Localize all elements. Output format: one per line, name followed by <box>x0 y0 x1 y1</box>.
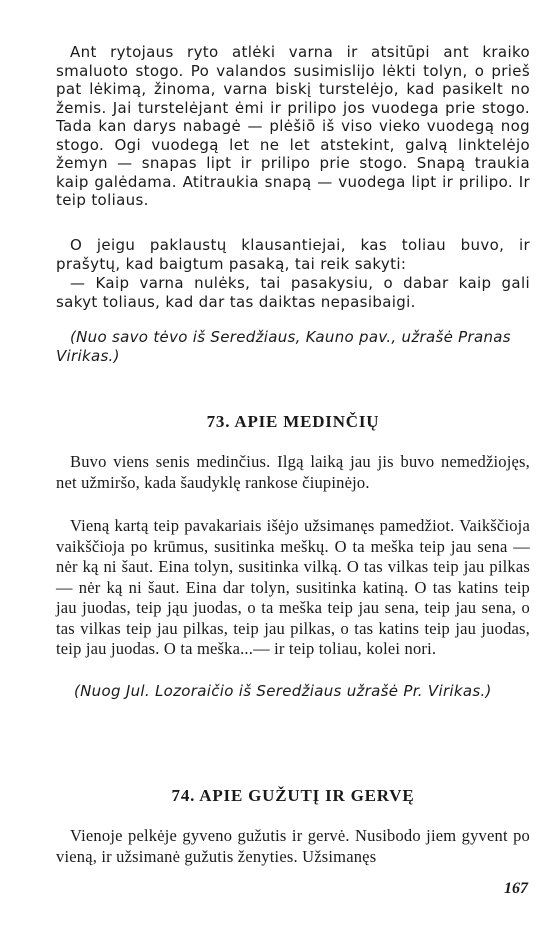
section-74-heading: 74. APIE GUŽUTĮ IR GERVĘ <box>171 786 415 805</box>
story-paragraph-2: O jeigu paklaustų klausantiejai, kas toliau buvo, ir prašytų, kad baigtum pasaką, tai reik sakyti: <box>56 236 530 273</box>
section-73-paragraph-1: Buvo viens senis medinčius. Ilgą laiką jau jis buvo nemedžiojęs, net užmiršo, kada šaudyklę rankose čiupinėjo. <box>56 452 530 492</box>
section-73-heading: 73. APIE MEDINČIŲ <box>206 412 380 431</box>
section-74-paragraph-1: Vienoje pelkėje gyveno gužutis ir gervė. Nusibodo jiem gyvent po vieną, ir užsimanė gužutis ženyties. Užsimanęs <box>56 826 530 866</box>
page-number: 167 <box>504 880 528 897</box>
section-73-paragraph-2: Vieną kartą teip pavakariais išėjo užsimanęs pamedžiot. Vaikščioja vaikščioja po krūmus, susitinka meškų. O ta meška teip jau sena — nėr ką ni šaut. Eina tolyn, susitinka vilką. O tas vilkas teip jau pilkas — nėr ką ni šaut. Eina dar tolyn, susitinka katiną. O tas katins teip jau juodas, teip jąu juodas, o ta meška teip jau sena, teip jau sena, o tas vilkas teip jau pilkas, teip jau pilkas, o tas katins teip jau juodas, teip jau juodas. O ta meška...— ir teip toliau, kolei nori. <box>56 516 530 658</box>
story-paragraph-3: — Kaip varna nulėks, tai pasakysiu, o dabar kaip gali sakyt toliaus, kad dar tas daiktas nepasibaigi. <box>56 274 530 311</box>
source-credit-1: (Nuo savo tėvo iš Seredžiaus, Kauno pav., užrašė Pranas Virikas.) <box>56 328 511 365</box>
story-paragraph-1: Ant rytojaus ryto atlėki varna ir atsitūpi ant kraiko smaluoto stogo. Po valandos susimislijo lėkti tolyn, o prieš pat lėkimą, žinoma, varna biskį turstelėjo, kad pasikelt no žemis. Jai turstelėjant ėmi ir prilipo jos vuodega prie stogo. Tada kan darys nabagė — plėšiō iš viso vieko vuodegą nog stogo. Ogi vuodegą let ne let atstekint, galvą linktelėjo žemyn — snapas lipt ir prilipo prie stogo. Snapą traukia kaip galėdama. Atitraukia snapą — vuodega lipt ir prilipo. Ir teip toliaus. <box>56 43 530 209</box>
source-credit-2: (Nuog Jul. Lozoraičio iš Seredžiaus užrašė Pr. Virikas.) <box>74 682 492 700</box>
